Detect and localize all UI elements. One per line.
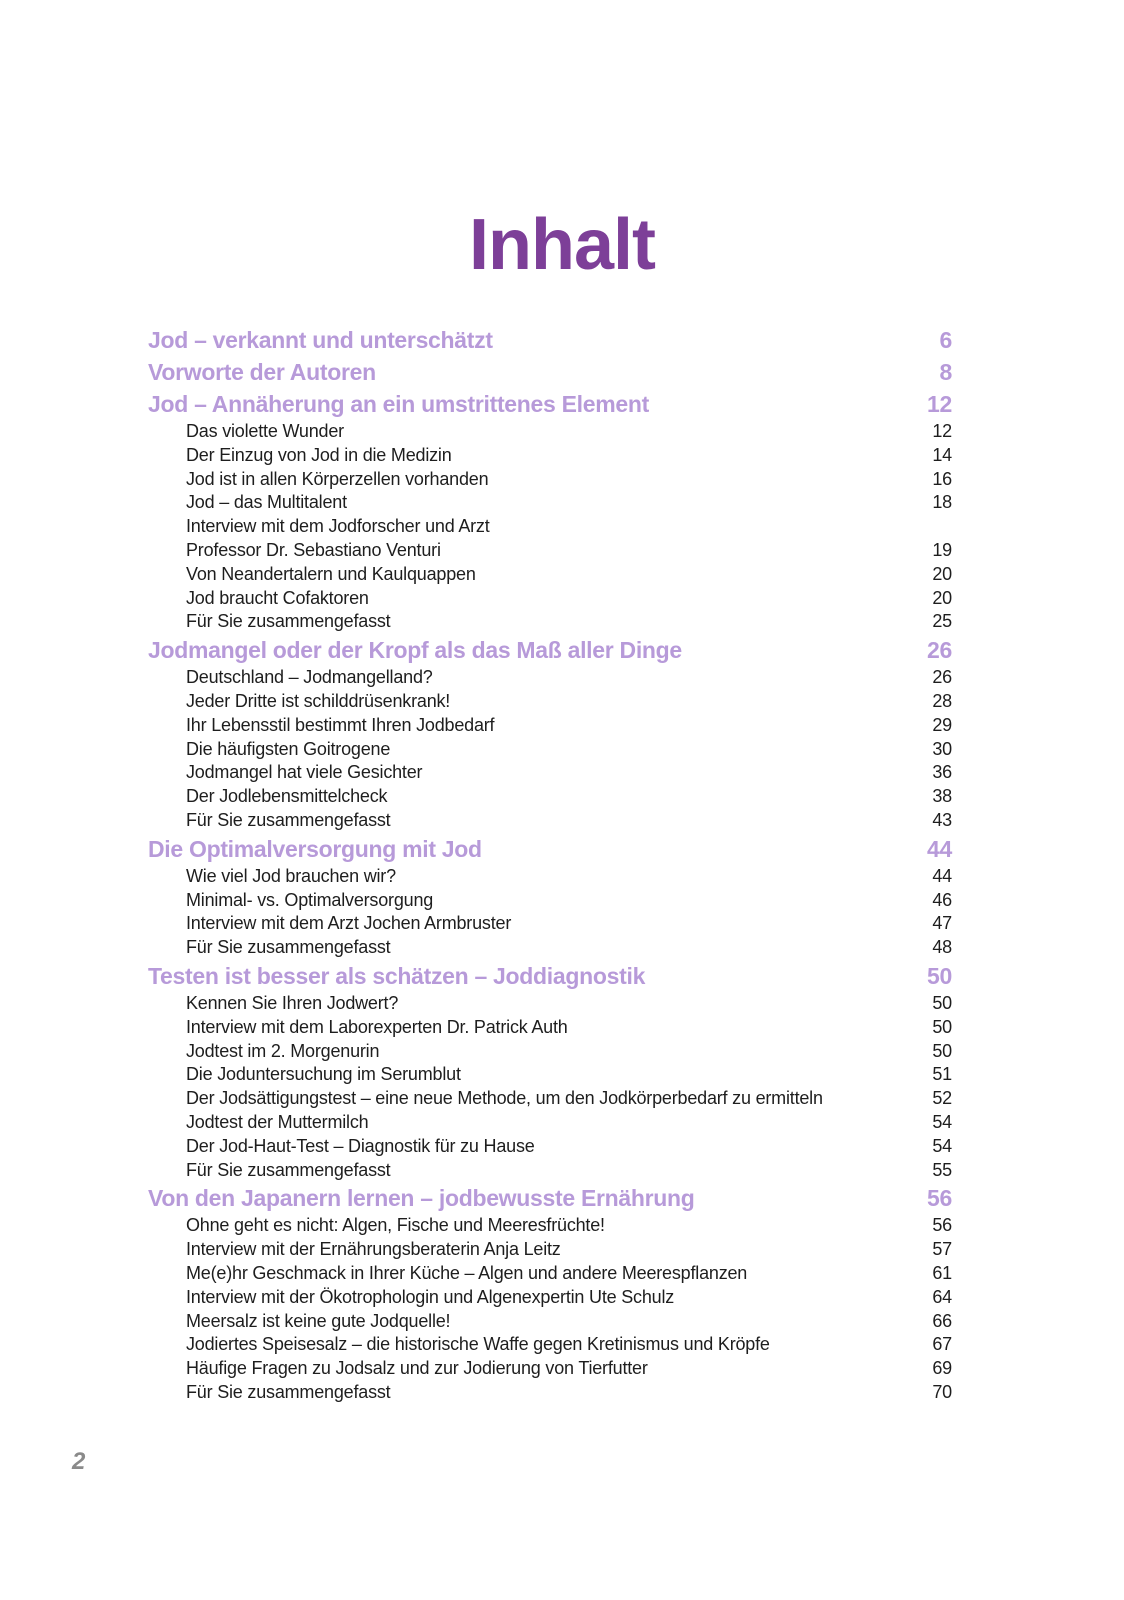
toc-section-entry bbox=[148, 1357, 952, 1381]
toc-section-entry bbox=[148, 1310, 952, 1334]
page-reference: 56 bbox=[927, 1185, 952, 1212]
section-title: Für Sie zusammengefasst bbox=[186, 1381, 391, 1402]
toc-section-entry bbox=[148, 1040, 952, 1064]
toc-section-entry bbox=[148, 1087, 952, 1111]
toc-section-entry bbox=[148, 714, 952, 738]
section-title: Der Einzug von Jod in die Medizin bbox=[186, 444, 452, 465]
page-reference: 14 bbox=[932, 444, 952, 465]
toc-section-entry bbox=[148, 690, 952, 714]
toc-section-entry bbox=[148, 1135, 952, 1159]
section-title: Interview mit dem Jodforscher und Arzt bbox=[186, 516, 490, 537]
section-title: Jeder Dritte ist schilddrüsenkrank! bbox=[186, 690, 451, 711]
chapter-title: Jodmangel oder der Kropf als das Maß aller Dinge bbox=[148, 637, 682, 664]
toc-section-entry bbox=[148, 1238, 952, 1262]
page-reference: 20 bbox=[932, 587, 952, 608]
section-title: Interview mit der Ernährungsberaterin Anja Leitz bbox=[186, 1239, 561, 1260]
page-reference: 46 bbox=[932, 889, 952, 910]
toc-section-entry bbox=[148, 1016, 952, 1040]
chapter-title: Testen ist besser als schätzen – Joddiagnostik bbox=[148, 962, 646, 989]
toc-chapter-entry bbox=[148, 356, 952, 388]
section-title: Minimal- vs. Optimalversorgung bbox=[186, 889, 434, 910]
section-title: Das violette Wunder bbox=[186, 421, 344, 441]
section-title: Die Joduntersuchung im Serumblut bbox=[186, 1064, 461, 1085]
page-reference: 12 bbox=[927, 391, 952, 417]
page-reference: 8 bbox=[939, 359, 952, 385]
page-reference: 56 bbox=[932, 1215, 952, 1236]
page-reference: 61 bbox=[932, 1262, 952, 1283]
toc-section-entry bbox=[148, 515, 952, 539]
page-reference: 50 bbox=[927, 962, 952, 989]
toc-section-entry bbox=[148, 1159, 952, 1183]
chapter-title: Jod – Annäherung an ein umstrittenes Element bbox=[148, 391, 649, 417]
page-reference: 44 bbox=[932, 865, 952, 886]
section-title: Wie viel Jod brauchen wir? bbox=[186, 865, 396, 886]
toc-section-entry bbox=[148, 1381, 952, 1405]
toc-section-entry bbox=[148, 761, 952, 785]
section-title: Jodtest im 2. Morgenurin bbox=[186, 1040, 380, 1061]
page-reference: 20 bbox=[932, 563, 952, 584]
page-reference: 12 bbox=[932, 421, 952, 441]
section-title: Interview mit dem Arzt Jochen Armbruster bbox=[186, 913, 512, 934]
page-reference: 6 bbox=[939, 327, 952, 353]
section-title: Interview mit der Ökotrophologin und Algenexpertin Ute Schulz bbox=[186, 1286, 675, 1307]
page-reference: 43 bbox=[932, 809, 952, 830]
section-title: Für Sie zusammengefasst bbox=[186, 937, 391, 958]
section-title: Kennen Sie Ihren Jodwert? bbox=[186, 992, 399, 1013]
page-reference: 36 bbox=[932, 762, 952, 783]
section-title: Ohne geht es nicht: Algen, Fische und Meeresfrüchte! bbox=[186, 1215, 605, 1236]
page-reference: 64 bbox=[932, 1286, 952, 1307]
toc-chapter-entry bbox=[148, 833, 952, 865]
page-reference: 50 bbox=[932, 1016, 952, 1037]
toc-section-entry bbox=[148, 420, 952, 444]
page-reference: 54 bbox=[932, 1111, 952, 1132]
chapter-title: Vorworte der Autoren bbox=[148, 359, 376, 385]
toc-section-entry bbox=[148, 1333, 952, 1357]
section-title: Die häufigsten Goitrogene bbox=[186, 738, 391, 759]
page-reference: 18 bbox=[932, 492, 952, 513]
section-title: Für Sie zusammengefasst bbox=[186, 611, 391, 632]
toc-chapter-entry bbox=[148, 634, 952, 666]
page-reference: 25 bbox=[932, 611, 952, 632]
page-reference: 48 bbox=[932, 937, 952, 958]
section-title: Jod – das Multitalent bbox=[186, 492, 347, 513]
section-title: Von Neandertalern und Kaulquappen bbox=[186, 563, 476, 584]
toc-chapter-entry bbox=[148, 388, 952, 420]
page-reference: 54 bbox=[932, 1135, 952, 1156]
page-reference: 50 bbox=[932, 992, 952, 1013]
page-reference: 26 bbox=[932, 667, 952, 688]
page-reference: 50 bbox=[932, 1040, 952, 1061]
toc-chapter-entry bbox=[148, 1182, 952, 1214]
toc-section-entry bbox=[148, 912, 952, 936]
page-reference: 52 bbox=[932, 1088, 952, 1109]
toc-chapter-entry bbox=[148, 960, 952, 992]
toc-section-entry bbox=[148, 889, 952, 913]
section-title: Für Sie zusammengefasst bbox=[186, 1159, 391, 1180]
toc-section-entry bbox=[148, 468, 952, 492]
table-of-contents bbox=[148, 324, 952, 1405]
toc-section-entry bbox=[148, 444, 952, 468]
toc-section-entry bbox=[148, 563, 952, 587]
toc-section-entry bbox=[148, 1214, 952, 1238]
page-reference: 70 bbox=[932, 1381, 952, 1402]
section-title: Ihr Lebensstil bestimmt Ihren Jodbedarf bbox=[186, 714, 495, 735]
chapter-title: Jod – verkannt und unterschätzt bbox=[148, 327, 493, 353]
section-title: Interview mit dem Laborexperten Dr. Patrick Auth bbox=[186, 1016, 568, 1037]
page-reference: 51 bbox=[932, 1064, 952, 1085]
chapter-title: Die Optimalversorgung mit Jod bbox=[148, 835, 482, 862]
section-title: Jod ist in allen Körperzellen vorhanden bbox=[186, 468, 489, 489]
toc-chapter-entry bbox=[148, 324, 952, 356]
section-title: Professor Dr. Sebastiano Venturi bbox=[186, 539, 441, 560]
page-reference: 66 bbox=[932, 1310, 952, 1331]
toc-section-entry bbox=[148, 936, 952, 960]
section-title: Für Sie zusammengefasst bbox=[186, 809, 391, 830]
section-title: Deutschland – Jodmangelland? bbox=[186, 667, 433, 688]
section-title: Der Jodsättigungstest – eine neue Methode, um den Jodkörperbedarf zu ermitteln bbox=[186, 1088, 823, 1109]
section-title: Der Jodlebensmittelcheck bbox=[186, 786, 388, 807]
toc-section-entry bbox=[148, 785, 952, 809]
chapter-title: Von den Japanern lernen – jodbewusste Ernährung bbox=[148, 1185, 695, 1212]
toc-section-entry bbox=[148, 666, 952, 690]
section-title: Jodiertes Speisesalz – die historische Waffe gegen Kretinismus und Kröpfe bbox=[186, 1334, 770, 1355]
page-number: 2 bbox=[72, 1448, 86, 1475]
toc-section-entry bbox=[148, 1111, 952, 1135]
toc-section-entry bbox=[148, 610, 952, 634]
page-reference: 69 bbox=[932, 1358, 952, 1379]
section-title: Meersalz ist keine gute Jodquelle! bbox=[186, 1310, 451, 1331]
toc-section-entry bbox=[148, 1063, 952, 1087]
page-reference: 38 bbox=[932, 786, 952, 807]
page-reference: 44 bbox=[927, 835, 952, 862]
page-reference: 28 bbox=[932, 690, 952, 711]
page-reference: 67 bbox=[932, 1334, 952, 1355]
page-reference: 19 bbox=[932, 539, 952, 560]
toc-section-entry bbox=[148, 809, 952, 833]
page-reference: 26 bbox=[927, 637, 952, 664]
page-reference: 55 bbox=[932, 1159, 952, 1180]
toc-section-entry bbox=[148, 738, 952, 762]
toc-section-entry bbox=[148, 992, 952, 1016]
page-title: Inhalt bbox=[469, 205, 655, 286]
toc-section-entry bbox=[148, 1286, 952, 1310]
section-title: Jodtest der Muttermilch bbox=[186, 1111, 369, 1132]
section-title: Häufige Fragen zu Jodsalz und zur Jodierung von Tierfutter bbox=[186, 1358, 648, 1379]
page-reference: 47 bbox=[932, 913, 952, 934]
page-reference: 57 bbox=[932, 1239, 952, 1260]
section-title: Jodmangel hat viele Gesichter bbox=[186, 762, 423, 783]
toc-section-entry bbox=[148, 865, 952, 889]
toc-section-entry bbox=[148, 539, 952, 563]
page-reference: 29 bbox=[932, 714, 952, 735]
section-title: Der Jod-Haut-Test – Diagnostik für zu Hause bbox=[186, 1135, 535, 1156]
section-title: Me(e)hr Geschmack in Ihrer Küche – Algen und andere Meerespflanzen bbox=[186, 1262, 748, 1283]
toc-section-entry bbox=[148, 491, 952, 515]
toc-section-entry bbox=[148, 587, 952, 611]
page-reference: 16 bbox=[932, 468, 952, 489]
page-reference: 30 bbox=[932, 738, 952, 759]
toc-section-entry bbox=[148, 1262, 952, 1286]
section-title: Jod braucht Cofaktoren bbox=[186, 587, 369, 608]
